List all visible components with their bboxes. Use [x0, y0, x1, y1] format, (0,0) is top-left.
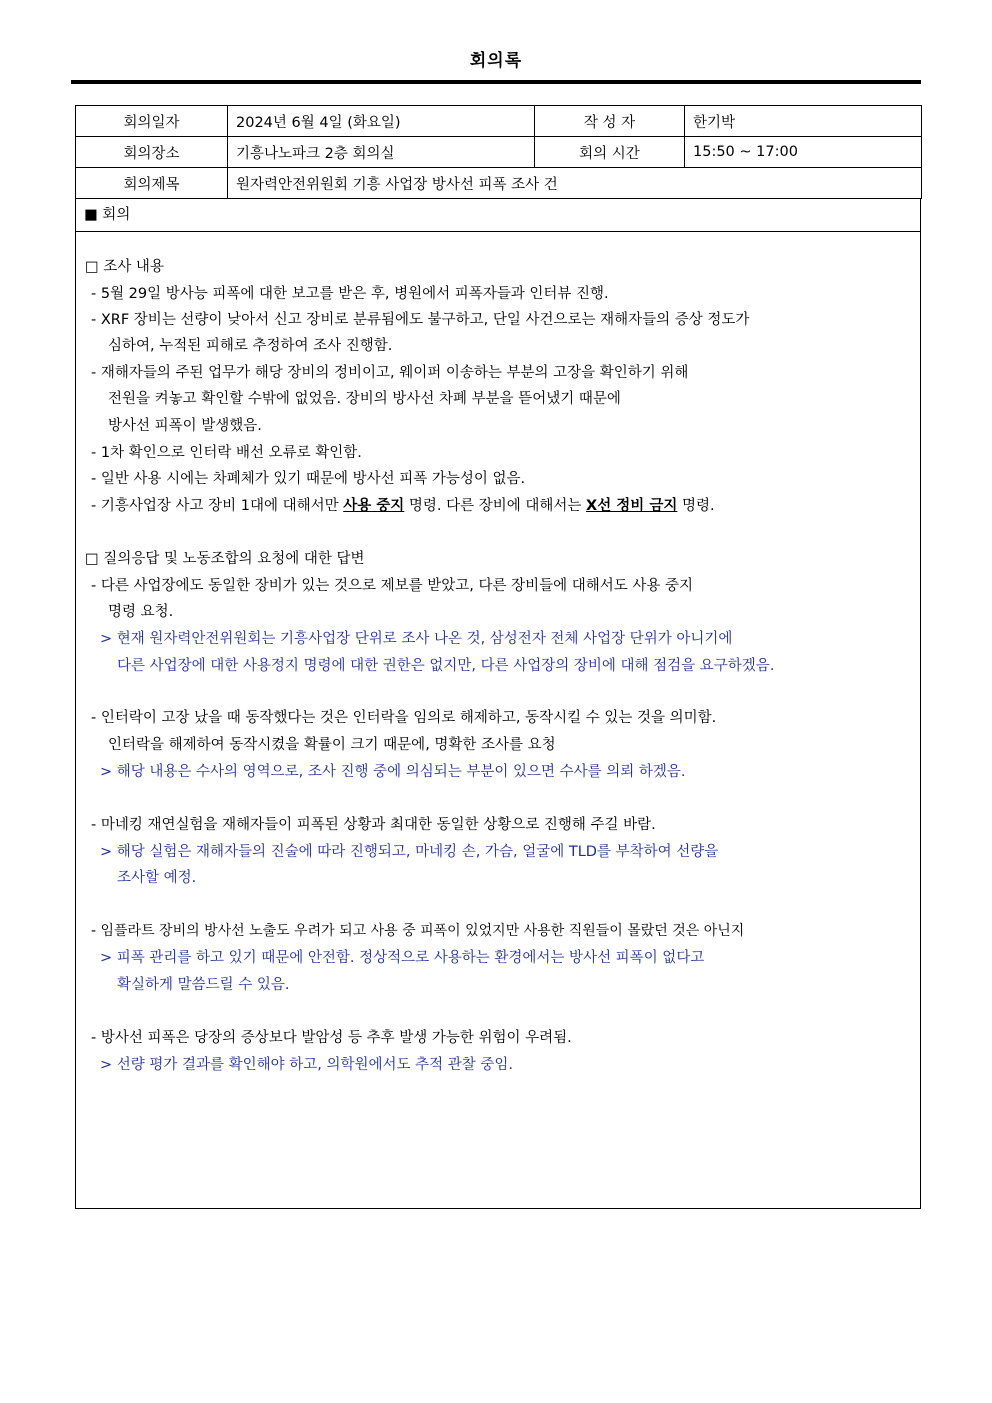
- answer-line: > 선량 평가 결과를 확인해야 하고, 의학원에서도 추적 관찰 중임.: [100, 1057, 514, 1073]
- time-label: 회의 시간: [535, 137, 685, 168]
- meta-row-subject: [76, 168, 922, 199]
- orders-text: - 기흥사업장 사고 장비 1대에 대해서만: [91, 498, 344, 514]
- body-line: 방사선 피폭이 발생했음.: [108, 418, 262, 434]
- body-line: - 재해자들의 주된 업무가 해당 장비의 정비이고, 웨이퍼 이송하는 부분의 고장을 확인하기 위해: [91, 365, 689, 381]
- body-line: - 5월 29일 방사능 피폭에 대한 보고를 받은 후, 병원에서 피폭자들과 인터뷰 진행.: [91, 286, 609, 302]
- question-line: - 마네킹 재연실험을 재해자들이 피폭된 상황과 최대한 동일한 상황으로 진행해 주길 바람.: [91, 817, 656, 833]
- question-line: - 다른 사업장에도 동일한 장비가 있는 것으로 제보를 받았고, 다른 장비들에 대해서도 사용 중지: [91, 578, 694, 594]
- date-label: 회의일자: [76, 106, 228, 137]
- body-line: - XRF 장비는 선량이 낮아서 신고 장비로 분류됨에도 불구하고, 단일 사건으로는 재해자들의 증상 정도가: [91, 312, 750, 328]
- author-label: 작 성 자: [535, 106, 685, 137]
- question-line: - 임플라트 장비의 방사선 노출도 우려가 되고 사용 중 피폭이 있었지만 사용한 직원들이 몰랐던 것은 아닌지: [91, 923, 745, 939]
- use-suspension-emphasis: 사용 중지: [343, 498, 405, 514]
- answer-line: > 해당 내용은 수사의 영역으로, 조사 진행 중에 의심되는 부분이 있으면 수사를 의뢰 하겠음.: [100, 764, 686, 780]
- meta-row-date: [76, 106, 922, 137]
- body-line: 전원을 켜놓고 확인할 수밖에 없었음. 장비의 방사선 차폐 부분을 뜯어냈기 때문에: [108, 391, 621, 407]
- subject-value: 원자력안전위원회 기흥 사업장 방사선 피폭 조사 건: [228, 168, 922, 199]
- body-line: - 1차 확인으로 인터락 배선 오류로 확인함.: [91, 445, 362, 461]
- question-line: 명령 요청.: [108, 604, 174, 620]
- place-label: 회의장소: [76, 137, 228, 168]
- answer-line: > 피폭 관리를 하고 있기 때문에 안전함. 정상적으로 사용하는 환경에서는 방사선 피폭이 없다고: [100, 950, 705, 966]
- answer-line: > 해당 실험은 재해자들의 진술에 따라 진행되고, 마네킹 손, 가슴, 얼굴에 TLD를 부착하여 선량을: [100, 844, 719, 860]
- body-line-orders: [91, 496, 715, 516]
- answer-line: 조사할 예정.: [117, 870, 197, 886]
- section-header: ■ 회의: [75, 199, 921, 232]
- question-line: - 인터락이 고장 났을 때 동작했다는 것은 인터락을 임의로 해제하고, 동작시킬 수 있는 것을 의미함.: [91, 710, 717, 726]
- question-line: 인터락을 해제하여 동작시켰을 확률이 크기 때문에, 명확한 조사를 요청: [108, 737, 556, 753]
- author-value: 한기박: [685, 106, 922, 137]
- body-line: 심하여, 누적된 피해로 추정하여 조사 진행함.: [108, 338, 393, 354]
- answer-line: > 현재 원자력안전위원회는 기흥사업장 단위로 조사 나온 것, 삼성전자 전체 사업장 단위가 아니기에: [100, 631, 733, 647]
- date-value: 2024년 6월 4일 (화요일): [228, 106, 535, 137]
- xray-maintenance-ban-emphasis: X선 정비 금지: [586, 498, 678, 514]
- meta-row-place: [76, 137, 922, 168]
- question-line: - 방사선 피폭은 당장의 증상보다 발암성 등 추후 발생 가능한 위험이 우려됨.: [91, 1030, 572, 1046]
- meeting-info-table: [75, 105, 922, 199]
- body-line: - 일반 사용 시에는 차폐체가 있기 때문에 방사선 피폭 가능성이 없음.: [91, 471, 526, 487]
- answer-line: 다른 사업장에 대한 사용정지 명령에 대한 권한은 없지만, 다른 사업장의 장비에 대해 점검을 요구하겠음.: [117, 658, 775, 674]
- orders-text: 명령. 다른 장비에 대해서는: [404, 498, 587, 514]
- place-value: 기흥나노파크 2층 회의실: [228, 137, 535, 168]
- meeting-body: [75, 232, 921, 1209]
- document-title: 회의록: [469, 51, 523, 71]
- answer-line: 확실하게 말씀드릴 수 있음.: [117, 977, 290, 993]
- subject-label: 회의제목: [76, 168, 228, 199]
- title-rule: [71, 80, 921, 84]
- time-value: 15:50 ~ 17:00: [685, 137, 922, 168]
- orders-text: 명령.: [677, 498, 715, 514]
- investigation-heading: □ 조사 내용: [85, 259, 164, 275]
- qa-heading: □ 질의응답 및 노동조합의 요청에 대한 답변: [85, 551, 365, 567]
